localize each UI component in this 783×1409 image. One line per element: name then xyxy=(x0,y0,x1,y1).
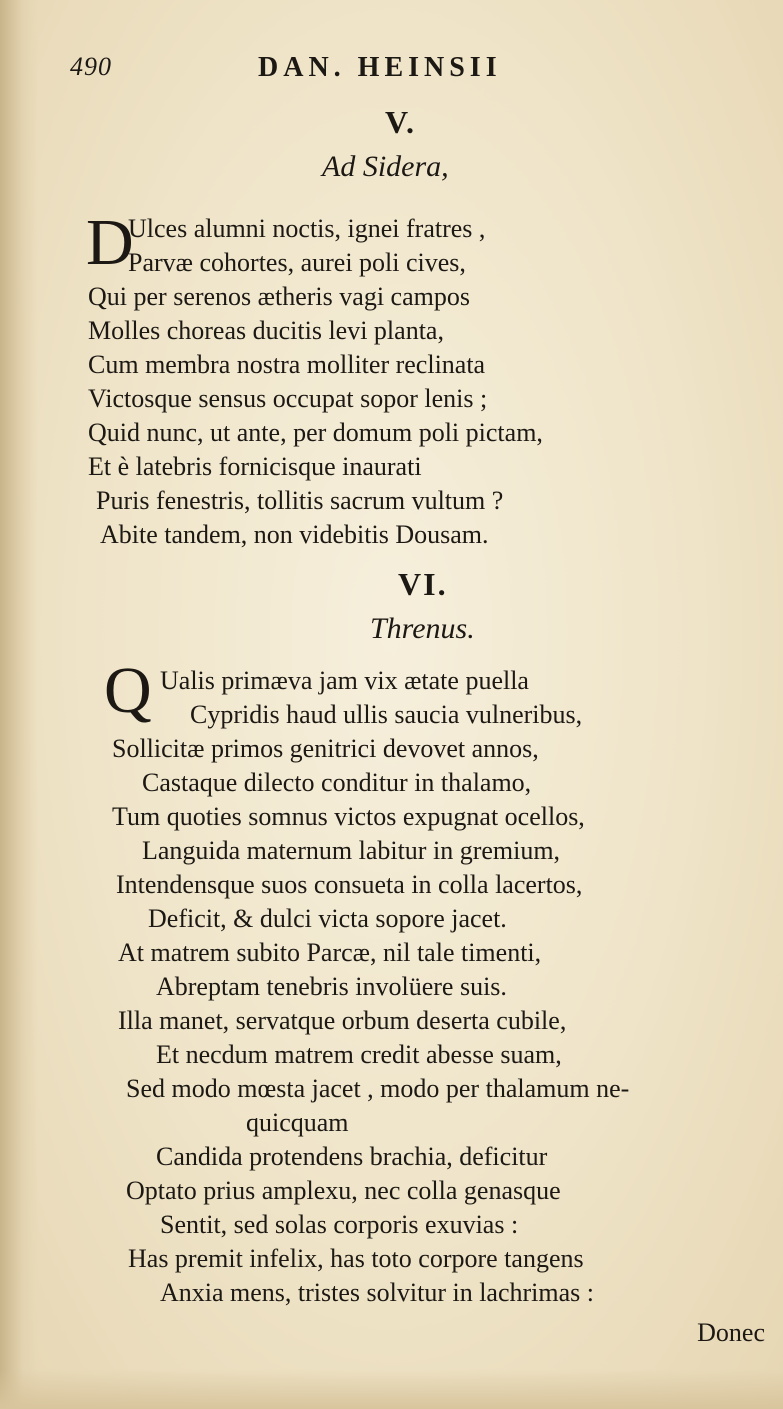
poem-6-line: At matrem subito Parcæ, nil tale timenti, xyxy=(118,938,542,967)
poem-6-line: Candida protendens brachia, deficitur xyxy=(156,1142,548,1171)
running-head xyxy=(70,52,730,92)
poem-5-line: Cum membra nostra molliter reclinata xyxy=(88,350,486,379)
poem-5-title: Ad Sidera, xyxy=(322,150,449,183)
poem-6-line: Has premit infelix, has toto corpore tangens xyxy=(128,1244,584,1273)
poem-6-line: Sed modo mœsta jacet , modo per thalamum ne- xyxy=(126,1074,630,1103)
poem-6-line: Et necdum matrem credit abesse suam, xyxy=(156,1040,562,1069)
poem-5-numeral: V. xyxy=(385,104,416,140)
poem-6-line: Illa manet, servatque orbum deserta cubile, xyxy=(118,1006,567,1035)
poem-5-line: Et è latebris fornicisque inaurati xyxy=(88,452,422,481)
poem-6-line: Optato prius amplexu, nec colla genasque xyxy=(126,1176,561,1205)
poem-6-line: quicquam xyxy=(246,1108,349,1137)
poem-5-line: Abite tandem, non videbitis Dousam. xyxy=(100,520,489,549)
poem-6-line: Intendensque suos consueta in colla lacertos, xyxy=(116,870,583,899)
poem-6-line: Sollicitæ primos genitrici devovet annos, xyxy=(112,734,539,763)
poem-5-line: Qui per serenos ætheris vagi campos xyxy=(88,282,470,311)
page-edge-shadow xyxy=(0,0,38,1409)
poem-5-line: Parvæ cohortes, aurei poli cives, xyxy=(128,248,466,277)
header-title: DAN. HEINSII xyxy=(258,52,502,83)
poem-6-line: Abreptam tenebris involüere suis. xyxy=(156,972,507,1001)
page-bottom-shadow xyxy=(0,1369,783,1409)
poem-5-line: Quid nunc, ut ante, per domum poli pictam, xyxy=(88,418,543,447)
poem-6-line: Sentit, sed solas corporis exuvias : xyxy=(160,1210,519,1239)
poem-5-line: Puris fenestris, tollitis sacrum vultum ? xyxy=(96,486,504,515)
poem-6-line: Ualis primæva jam vix ætate puella xyxy=(160,666,529,695)
page-number: 490 xyxy=(70,52,112,81)
poem-6-line: Anxia mens, tristes solvitur in lachrimas : xyxy=(160,1278,594,1307)
catchword: Donec xyxy=(697,1318,765,1347)
poem-5-line: Molles choreas ducitis levi planta, xyxy=(88,316,444,345)
poem-6-line: Deficit, & dulci victa sopore jacet. xyxy=(148,904,507,933)
poem-5-drop-cap: D xyxy=(86,206,134,279)
poem-6-line: Cypridis haud ullis saucia vulneribus, xyxy=(190,700,583,729)
poem-6-title: Threnus. xyxy=(370,612,475,645)
poem-5-line: Ulces alumni noctis, ignei fratres , xyxy=(128,214,486,243)
poem-6-line: Languida maternum labitur in gremium, xyxy=(142,836,561,865)
poem-5-line: Victosque sensus occupat sopor lenis ; xyxy=(88,384,488,413)
poem-6-line: Tum quoties somnus victos expugnat ocellos, xyxy=(112,802,585,831)
poem-6-line: Castaque dilecto conditur in thalamo, xyxy=(142,768,532,797)
poem-6-drop-cap: Q xyxy=(104,654,152,727)
poem-6-numeral: VI. xyxy=(398,566,448,602)
